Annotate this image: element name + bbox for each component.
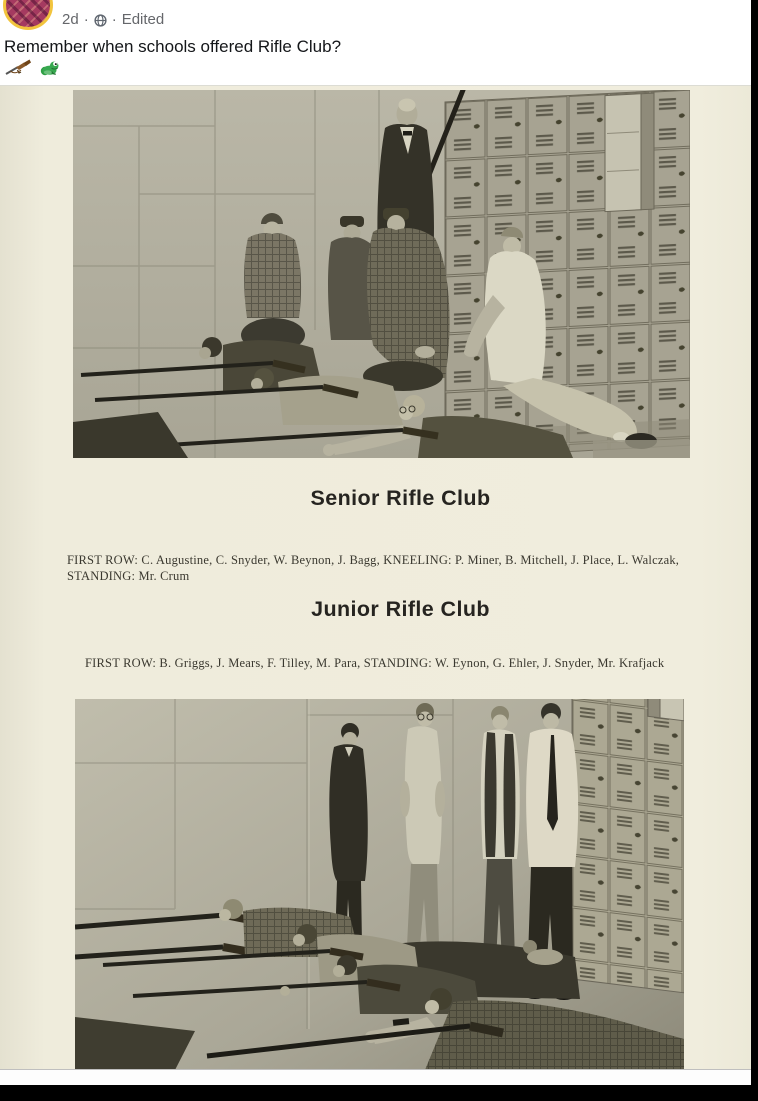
meta-separator: · <box>111 11 117 28</box>
post-image-yearbook-page[interactable] <box>0 85 751 1069</box>
senior-rifle-club-photo <box>73 90 690 458</box>
post-message: Remember when schools offered Rifle Club? <box>4 37 342 56</box>
edited-label: Edited <box>121 11 165 28</box>
right-black-bar <box>751 0 758 1085</box>
frog-emoji <box>39 58 60 77</box>
post-age[interactable]: 2d <box>62 11 79 28</box>
junior-rifle-club-photo <box>75 699 684 1070</box>
post-emoji-row <box>5 57 60 77</box>
rifle-emoji <box>5 58 32 77</box>
junior-caption: FIRST ROW: B. Griggs, J. Mears, F. Tilley, M. Para, STANDING: W. Eynon, G. Ehler, J. Snyder, Mr. Krafjack <box>85 656 665 670</box>
post-meta <box>62 10 164 30</box>
senior-heading: Senior Rifle Club <box>310 486 491 510</box>
photo2-lockers <box>572 699 684 993</box>
meta-separator: · <box>83 11 89 28</box>
globe-icon <box>94 14 107 27</box>
bottom-white-gap <box>0 1070 758 1085</box>
photo2-standing-boy-vest <box>481 706 520 969</box>
bottom-black-bar <box>0 1085 758 1101</box>
junior-heading: Junior Rifle Club <box>311 597 490 621</box>
senior-caption: FIRST ROW: C. Augustine, C. Snyder, W. Beynon, J. Bagg, KNEELING: P. Miner, B. Mitchell, J. Place, L. Walczak, STANDING: Mr. Crum <box>67 553 680 583</box>
avatar[interactable] <box>3 0 53 30</box>
